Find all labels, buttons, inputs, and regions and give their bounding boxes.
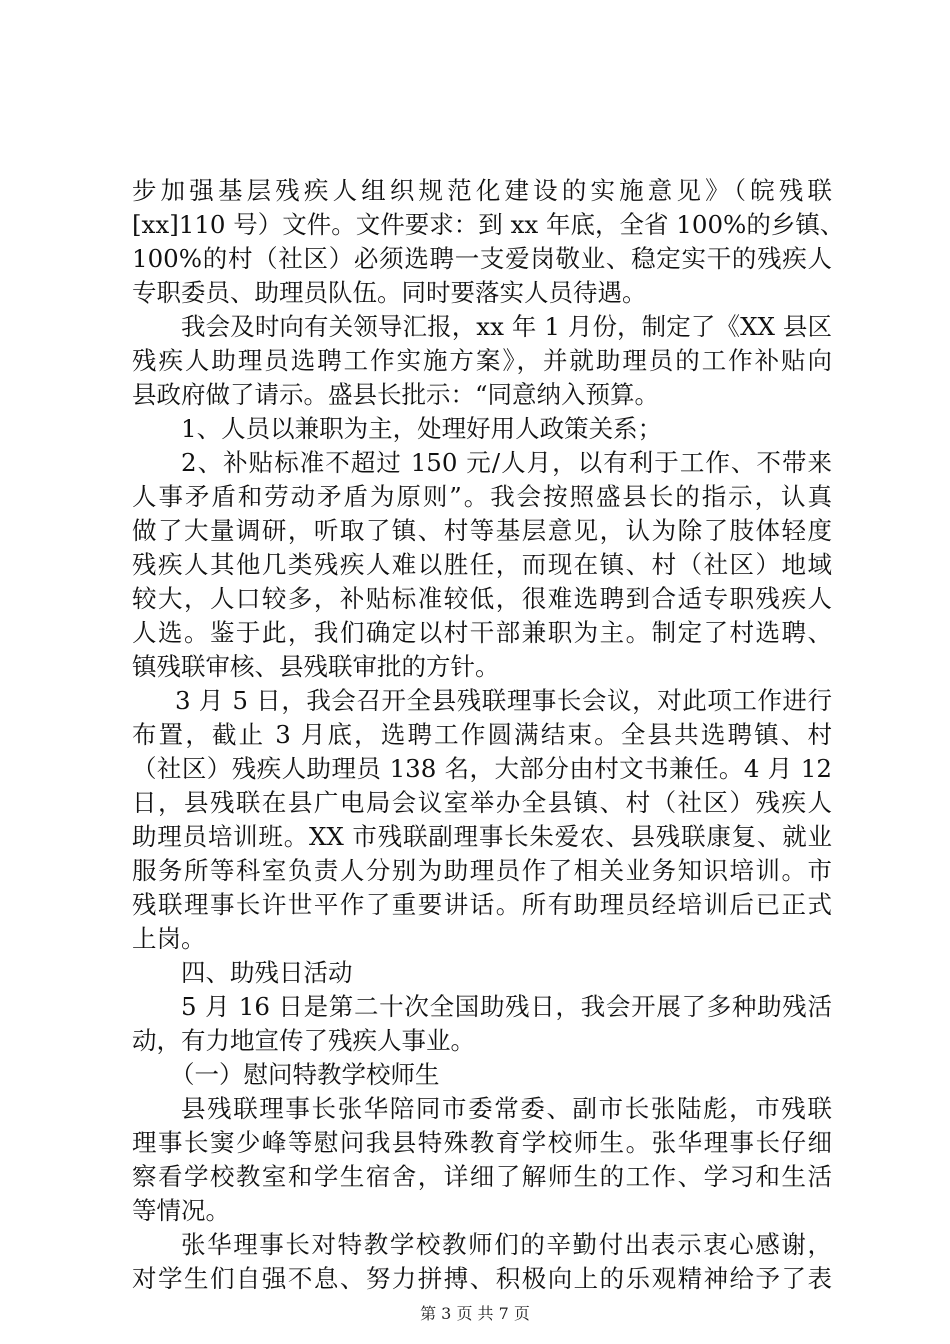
text-line: 人事矛盾和劳动矛盾为原则”。我会按照盛县长的指示，认真 (132, 482, 832, 511)
text-line: 县政府做了请示。盛县长批示：“同意纳入预算。 (132, 380, 660, 409)
text-line: 残疾人其他几类残疾人难以胜任，而现在镇、村（社区）地域 (132, 550, 832, 579)
text-line: 人选。鉴于此，我们确定以村干部兼职为主。制定了村选聘、 (132, 618, 832, 647)
text-line: 1、人员以兼职为主，处理好用人政策关系； (181, 414, 663, 443)
text-line: 专职委员、助理员队伍。同时要落实人员待遇。 (132, 278, 647, 307)
text-line: 等情况。 (132, 1196, 230, 1225)
text-line: 察看学校教室和学生宿舍，详细了解师生的工作、学习和生活 (132, 1162, 832, 1191)
text-line: 服务所等科室负责人分别为助理员作了相关业务知识培训。市 (132, 856, 832, 885)
text-line: 布置，截止 3 月底，选聘工作圆满结束。全县共选聘镇、村 (132, 720, 832, 749)
text-line: 助理员培训班。XX 市残联副理事长朱爱农、县残联康复、就业 (132, 822, 832, 851)
page-number-footer: 第 3 页 共 7 页 (420, 1304, 530, 1323)
text-line: 对学生们自强不息、努力拼搏、积极向上的乐观精神给予了表 (132, 1264, 832, 1293)
text-line: [xx]110 号）文件。文件要求：到 xx 年底，全省 100%的乡镇、 (132, 210, 845, 239)
text-line: 张华理事长对特教学校教师们的辛勤付出表示衷心感谢， (181, 1230, 832, 1259)
text-line: 残疾人助理员选聘工作实施方案》，并就助理员的工作补贴向 (132, 346, 832, 375)
text-line: 较大，人口较多，补贴标准较低，很难选聘到合适专职残疾人 (132, 584, 832, 613)
text-line: 动，有力地宣传了残疾人事业。 (132, 1026, 475, 1055)
text-line: （社区）残疾人助理员 138 名，大部分由村文书兼任。4 月 12 (132, 754, 832, 783)
text-line: 做了大量调研，听取了镇、村等基层意见，认为除了肢体轻度 (132, 516, 832, 545)
text-line: 残联理事长许世平作了重要讲话。所有助理员经培训后已正式 (132, 890, 832, 919)
text-line: 理事长窦少峰等慰问我县特殊教育学校师生。张华理事长仔细 (132, 1128, 832, 1157)
text-line: 上岗。 (132, 924, 206, 953)
subsection-heading: （一）慰问特教学校师生 (170, 1060, 440, 1089)
text-line: 我会及时向有关领导汇报，xx 年 1 月份，制定了《XX 县区 (181, 312, 832, 341)
text-line: 步加强基层残疾人组织规范化建设的实施意见》（皖残联 (132, 176, 832, 205)
text-line: 100%的村（社区）必须选聘一支爱岗敬业、稳定实干的残疾人 (132, 244, 832, 273)
text-line: 日，县残联在县广电局会议室举办全县镇、村（社区）残疾人 (132, 788, 832, 817)
text-line: 2、补贴标准不超过 150 元/人月，以有利于工作、不带来 (181, 448, 832, 477)
section-heading: 四、助残日活动 (181, 958, 353, 987)
text-line: 县残联理事长张华陪同市委常委、副市长张陆彪，市残联 (181, 1094, 832, 1123)
text-line: 镇残联审核、县残联审批的方针。 (132, 652, 500, 681)
text-line: 3 月 5 日，我会召开全县残联理事长会议，对此项工作进行 (175, 686, 832, 715)
text-line: 5 月 16 日是第二十次全国助残日，我会开展了多种助残活 (181, 992, 832, 1021)
